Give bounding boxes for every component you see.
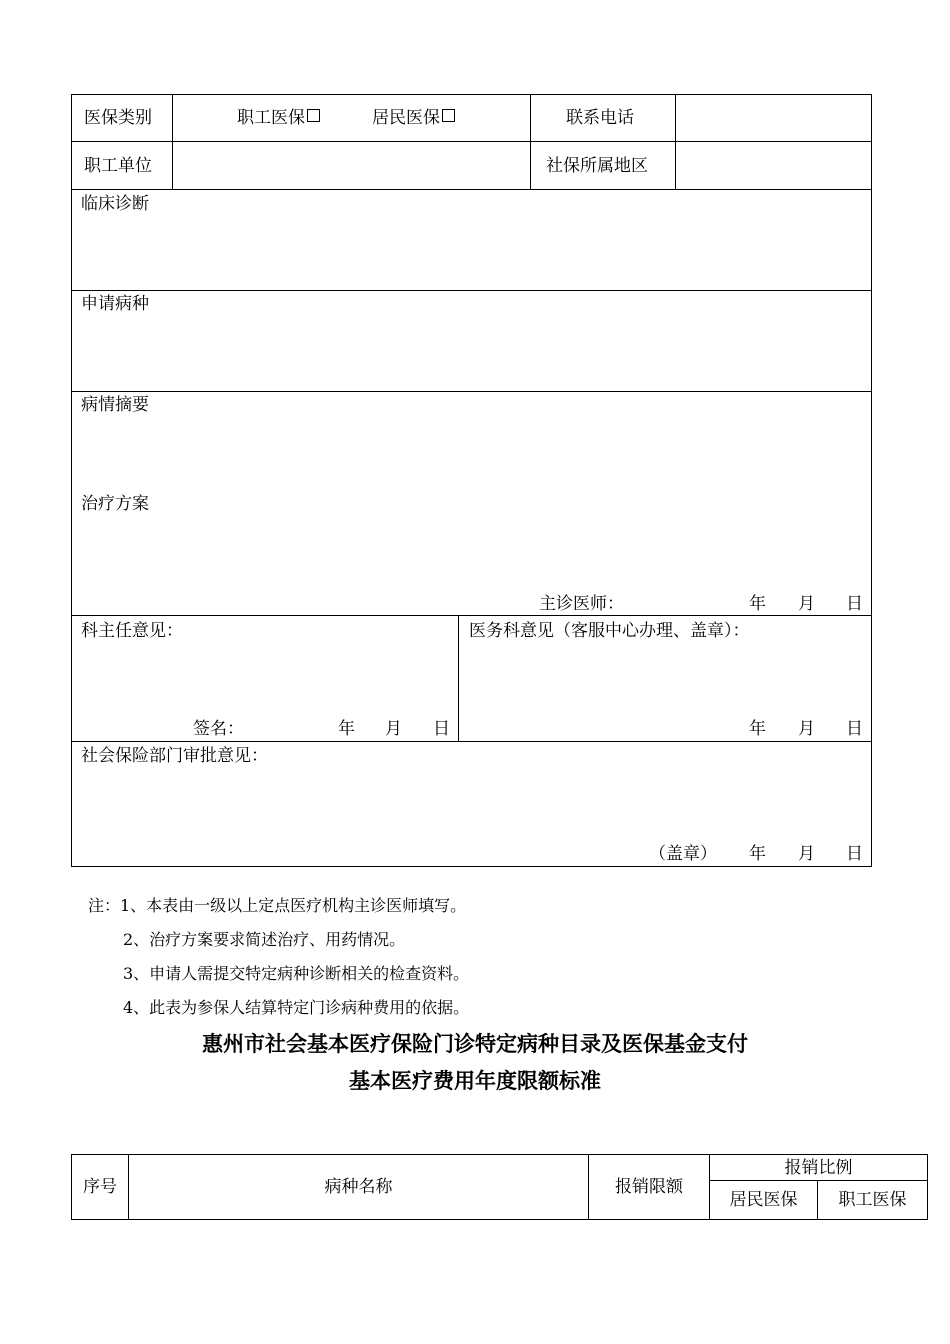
note-item: 4、此表为参保人结算特定门诊病种费用的依据。 (123, 998, 470, 1017)
form-border-left (71, 94, 72, 866)
medical-office-date-year: 年 (749, 719, 766, 739)
seal-label: （盖章） (649, 844, 717, 864)
doctor-label: 主诊医师： (539, 594, 624, 614)
form-row-divider (71, 141, 872, 142)
form-col-divider (675, 94, 676, 189)
note-item: 2、治疗方案要求简述治疗、用药情况。 (123, 930, 406, 949)
employee-insurance-label: 职工医保 (237, 108, 305, 128)
social-security-date-month: 月 (798, 844, 815, 864)
form-row-divider (71, 290, 872, 291)
dept-head-date-year: 年 (338, 719, 355, 739)
form-border-right (871, 94, 872, 866)
resident-insurance-option[interactable] (372, 108, 455, 128)
phone-field[interactable] (686, 108, 861, 128)
signature-label: 签名： (193, 719, 244, 739)
doctor-date-day: 日 (846, 594, 863, 614)
doctor-date-month: 月 (798, 594, 815, 614)
limit-table-subheader-divider (709, 1180, 928, 1181)
form-row-divider (71, 391, 872, 392)
note-item: 3、申请人需提交特定病种诊断相关的检查资料。 (123, 964, 470, 983)
dept-head-date-month: 月 (385, 719, 402, 739)
limit-table-border-bottom (71, 1219, 928, 1220)
dept-head-label: 科主任意见： (81, 621, 183, 641)
social-security-date-year: 年 (749, 844, 766, 864)
form-col-divider (172, 94, 173, 189)
col-header-resident: 居民医保 (729, 1190, 798, 1210)
summary-label: 病情摘要 (81, 395, 149, 415)
col-header-disease: 病种名称 (324, 1177, 393, 1197)
dept-head-date-day: 日 (433, 719, 450, 739)
form-row-divider (71, 189, 872, 190)
doctor-date-year: 年 (749, 594, 766, 614)
form-border-top (71, 94, 872, 95)
resident-insurance-checkbox[interactable] (442, 109, 455, 122)
section-title-line2: 基本医疗费用年度限额标准 (349, 1069, 601, 1093)
col-header-ratio: 报销比例 (784, 1158, 853, 1178)
limit-table-border-right (927, 1154, 928, 1219)
employee-insurance-checkbox[interactable] (307, 109, 320, 122)
note-item: 注：1、本表由一级以上定点医疗机构主诊医师填写。 (88, 896, 467, 915)
form-border-bottom (71, 866, 872, 867)
disease-label: 申请病种 (81, 294, 149, 314)
treatment-label: 治疗方案 (81, 494, 149, 514)
region-field[interactable] (686, 156, 861, 176)
medical-office-date-day: 日 (846, 719, 863, 739)
form-col-divider (530, 94, 531, 189)
employee-insurance-option[interactable] (237, 108, 320, 128)
employer-field[interactable] (184, 156, 519, 176)
phone-label: 联系电话 (566, 108, 634, 128)
social-security-date-day: 日 (846, 844, 863, 864)
employer-label: 职工单位 (84, 156, 152, 176)
resident-insurance-label: 居民医保 (372, 108, 440, 128)
medical-office-label: 医务科意见（客服中心办理、盖章）： (469, 621, 750, 641)
social-security-label: 社会保险部门审批意见： (81, 746, 268, 766)
diagnosis-label: 临床诊断 (81, 194, 149, 214)
medical-office-date-month: 月 (798, 719, 815, 739)
section-title-line1: 惠州市社会基本医疗保险门诊特定病种目录及医保基金支付 (202, 1032, 748, 1056)
insurance-type-label: 医保类别 (84, 108, 152, 128)
region-label: 社保所属地区 (546, 156, 648, 176)
limit-table-border-top (71, 1154, 928, 1155)
col-header-employee: 职工医保 (838, 1190, 907, 1210)
form-col-divider (458, 615, 459, 741)
col-header-limit: 报销限额 (615, 1177, 683, 1197)
form-row-divider (71, 741, 872, 742)
col-header-index: 序号 (83, 1177, 117, 1197)
form-row-divider (71, 615, 872, 616)
